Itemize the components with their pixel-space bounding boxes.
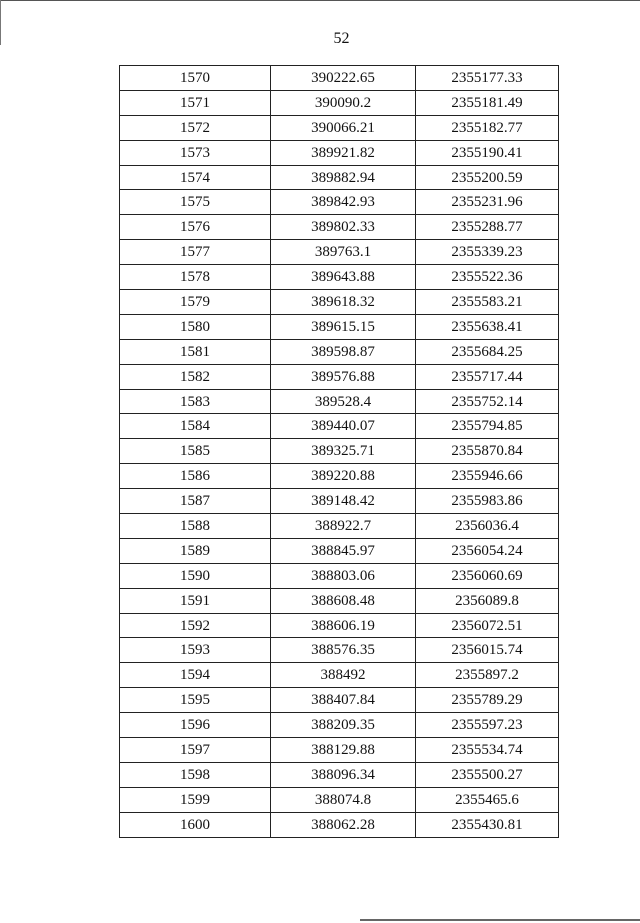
point-number-cell: 1575: [120, 190, 271, 215]
table-row: [120, 240, 559, 265]
point-number-cell: 1587: [120, 489, 271, 514]
table-row: [120, 688, 559, 713]
x-coordinate-cell: 388803.06: [271, 563, 416, 588]
point-number-cell: 1572: [120, 115, 271, 140]
table-row: [120, 290, 559, 315]
point-number-cell: 1598: [120, 762, 271, 787]
y-coordinate-cell: 2355181.49: [416, 90, 559, 115]
y-coordinate-cell: 2355288.77: [416, 215, 559, 240]
y-coordinate-cell: 2355983.86: [416, 489, 559, 514]
point-number-cell: 1594: [120, 663, 271, 688]
table-row: [120, 314, 559, 339]
x-coordinate-cell: 389618.32: [271, 290, 416, 315]
table-row: [120, 339, 559, 364]
point-number-cell: 1578: [120, 265, 271, 290]
x-coordinate-cell: 388845.97: [271, 538, 416, 563]
point-number-cell: 1574: [120, 165, 271, 190]
point-number-cell: 1576: [120, 215, 271, 240]
y-coordinate-cell: 2355182.77: [416, 115, 559, 140]
point-number-cell: 1579: [120, 290, 271, 315]
table-row: [120, 165, 559, 190]
point-number-cell: 1593: [120, 638, 271, 663]
point-number-cell: 1588: [120, 514, 271, 539]
x-coordinate-cell: 389643.88: [271, 265, 416, 290]
point-number-cell: 1591: [120, 588, 271, 613]
y-coordinate-cell: 2355231.96: [416, 190, 559, 215]
point-number-cell: 1599: [120, 787, 271, 812]
x-coordinate-cell: 389598.87: [271, 339, 416, 364]
point-number-cell: 1582: [120, 364, 271, 389]
table-row: [120, 663, 559, 688]
point-number-cell: 1580: [120, 314, 271, 339]
y-coordinate-cell: 2355200.59: [416, 165, 559, 190]
point-number-cell: 1589: [120, 538, 271, 563]
point-number-cell: 1570: [120, 66, 271, 91]
y-coordinate-cell: 2356072.51: [416, 613, 559, 638]
x-coordinate-cell: 388922.7: [271, 514, 416, 539]
table-row: [120, 364, 559, 389]
scan-edge-top: [0, 0, 640, 1]
table-row: [120, 215, 559, 240]
point-number-cell: 1584: [120, 414, 271, 439]
y-coordinate-cell: 2355870.84: [416, 439, 559, 464]
x-coordinate-cell: 388606.19: [271, 613, 416, 638]
y-coordinate-cell: 2355500.27: [416, 762, 559, 787]
x-coordinate-cell: 388096.34: [271, 762, 416, 787]
table-row: [120, 464, 559, 489]
y-coordinate-cell: 2355534.74: [416, 738, 559, 763]
table-row: [120, 514, 559, 539]
y-coordinate-cell: 2355583.21: [416, 290, 559, 315]
y-coordinate-cell: 2355684.25: [416, 339, 559, 364]
table-row: [120, 538, 559, 563]
x-coordinate-cell: 389148.42: [271, 489, 416, 514]
table-row: [120, 190, 559, 215]
table-row: [120, 613, 559, 638]
x-coordinate-cell: 388492: [271, 663, 416, 688]
point-number-cell: 1583: [120, 389, 271, 414]
point-number-cell: 1586: [120, 464, 271, 489]
x-coordinate-cell: 388062.28: [271, 812, 416, 837]
point-number-cell: 1590: [120, 563, 271, 588]
table-row: [120, 66, 559, 91]
y-coordinate-cell: 2355190.41: [416, 140, 559, 165]
point-number-cell: 1571: [120, 90, 271, 115]
x-coordinate-cell: 388209.35: [271, 713, 416, 738]
table-row: [120, 787, 559, 812]
point-number-cell: 1592: [120, 613, 271, 638]
y-coordinate-cell: 2355794.85: [416, 414, 559, 439]
y-coordinate-cell: 2356036.4: [416, 514, 559, 539]
y-coordinate-cell: 2355177.33: [416, 66, 559, 91]
table-row: [120, 762, 559, 787]
table-row: [120, 115, 559, 140]
table-row: [120, 439, 559, 464]
y-coordinate-cell: 2356089.8: [416, 588, 559, 613]
y-coordinate-cell: 2356060.69: [416, 563, 559, 588]
x-coordinate-cell: 389325.71: [271, 439, 416, 464]
y-coordinate-cell: 2355717.44: [416, 364, 559, 389]
point-number-cell: 1600: [120, 812, 271, 837]
x-coordinate-cell: 390066.21: [271, 115, 416, 140]
x-coordinate-cell: 389842.93: [271, 190, 416, 215]
x-coordinate-cell: 389576.88: [271, 364, 416, 389]
x-coordinate-cell: 389615.15: [271, 314, 416, 339]
table-row: [120, 265, 559, 290]
x-coordinate-cell: 389220.88: [271, 464, 416, 489]
x-coordinate-cell: 390222.65: [271, 66, 416, 91]
y-coordinate-cell: 2355946.66: [416, 464, 559, 489]
x-coordinate-cell: 390090.2: [271, 90, 416, 115]
coordinates-table: [119, 65, 559, 838]
y-coordinate-cell: 2355897.2: [416, 663, 559, 688]
y-coordinate-cell: 2355752.14: [416, 389, 559, 414]
x-coordinate-cell: 388576.35: [271, 638, 416, 663]
point-number-cell: 1595: [120, 688, 271, 713]
y-coordinate-cell: 2355522.36: [416, 265, 559, 290]
x-coordinate-cell: 389802.33: [271, 215, 416, 240]
x-coordinate-cell: 388074.8: [271, 787, 416, 812]
x-coordinate-cell: 389921.82: [271, 140, 416, 165]
y-coordinate-cell: 2356054.24: [416, 538, 559, 563]
table-row: [120, 563, 559, 588]
y-coordinate-cell: 2355430.81: [416, 812, 559, 837]
x-coordinate-cell: 389440.07: [271, 414, 416, 439]
y-coordinate-cell: 2355597.23: [416, 713, 559, 738]
page-number: 52: [333, 30, 350, 47]
point-number-cell: 1577: [120, 240, 271, 265]
point-number-cell: 1597: [120, 738, 271, 763]
table-row: [120, 638, 559, 663]
table-row: [120, 812, 559, 837]
y-coordinate-cell: 2355789.29: [416, 688, 559, 713]
table-row: [120, 414, 559, 439]
y-coordinate-cell: 2355465.6: [416, 787, 559, 812]
table-row: [120, 389, 559, 414]
point-number-cell: 1581: [120, 339, 271, 364]
point-number-cell: 1573: [120, 140, 271, 165]
x-coordinate-cell: 388407.84: [271, 688, 416, 713]
x-coordinate-cell: 389763.1: [271, 240, 416, 265]
x-coordinate-cell: 388608.48: [271, 588, 416, 613]
y-coordinate-cell: 2356015.74: [416, 638, 559, 663]
x-coordinate-cell: 389882.94: [271, 165, 416, 190]
point-number-cell: 1596: [120, 713, 271, 738]
table-row: [120, 588, 559, 613]
table-row: [120, 489, 559, 514]
scan-edge-bottom: [360, 919, 640, 921]
table-row: [120, 738, 559, 763]
y-coordinate-cell: 2355339.23: [416, 240, 559, 265]
table-row: [120, 713, 559, 738]
y-coordinate-cell: 2355638.41: [416, 314, 559, 339]
point-number-cell: 1585: [120, 439, 271, 464]
x-coordinate-cell: 389528.4: [271, 389, 416, 414]
table-row: [120, 90, 559, 115]
coordinates-table-body: [120, 66, 559, 838]
x-coordinate-cell: 388129.88: [271, 738, 416, 763]
table-row: [120, 140, 559, 165]
